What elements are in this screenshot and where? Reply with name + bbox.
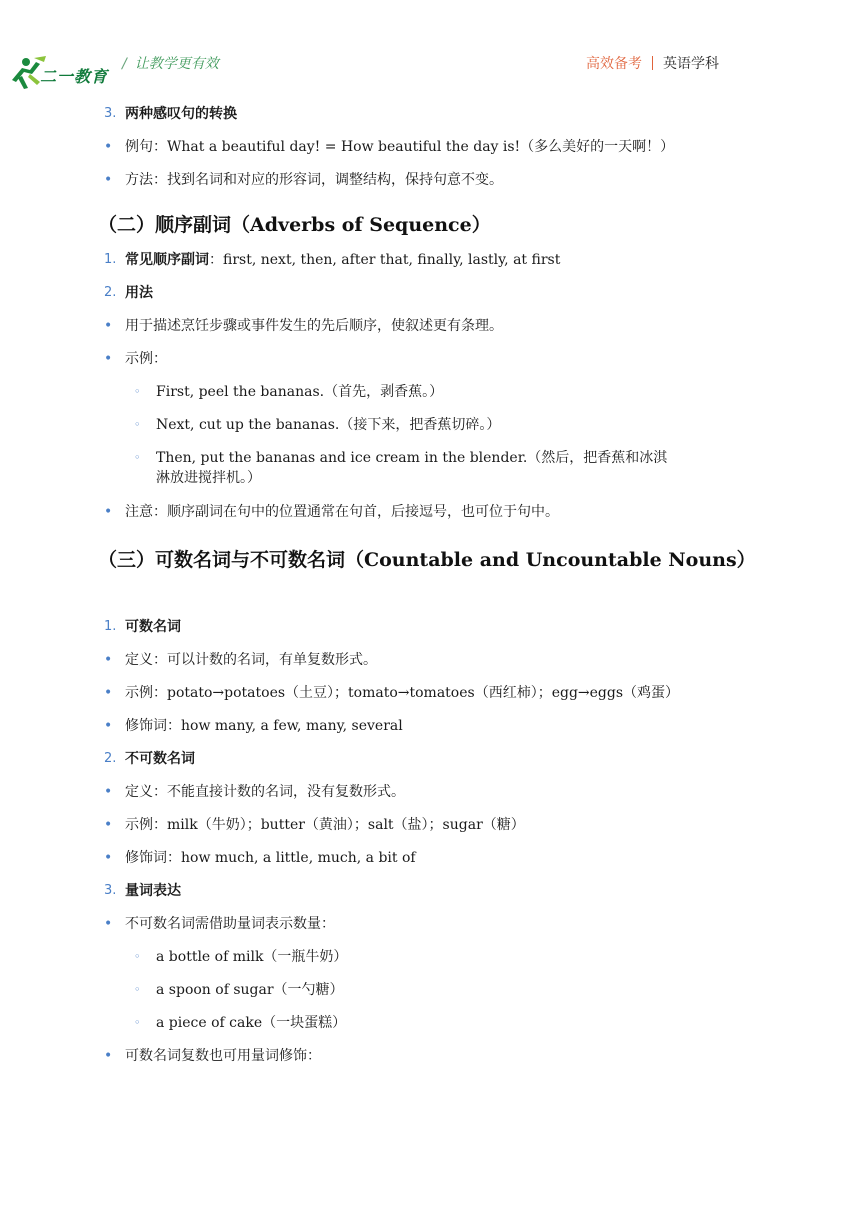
document-body — [98, 104, 764, 1066]
list-item: • 可数名词复数也可用量词修饰： — [104, 1048, 321, 1064]
sub-list-item: ◦ First, peel the bananas.（首先，剥香蕉。） — [134, 384, 444, 400]
header-divider — [652, 56, 653, 70]
sub-list-item: ◦ Next, cut up the bananas.（接下来，把香蕉切碎。） — [134, 417, 501, 433]
list-item: • 定义：可以计数的名词，有单复数形式。 — [104, 652, 377, 668]
list-item: • 注意：顺序副词在句中的位置通常在句首，后接逗号，也可位于句中。 — [104, 504, 559, 520]
logo-text: 二一教育 — [40, 67, 109, 86]
sub-list-item: ◦ a spoon of sugar（一勺糖） — [134, 982, 344, 998]
list-item: • 修饰词：how many, a few, many, several — [104, 718, 403, 734]
section-heading: （二）顺序副词（Adverbs of Sequence） — [98, 214, 491, 236]
list-item: 2. 不可数名词 — [104, 751, 195, 767]
header-subject — [586, 53, 719, 73]
list-item: 2. 用法 — [104, 285, 153, 301]
list-item: • 示例：potato→potatoes（土豆）；tomato→tomatoes（西红柿）；egg→eggs（鸡蛋） — [104, 685, 680, 701]
sub-list-item: ◦ Then, put the bananas and ice cream in the blender.（然后，把香蕉和冰淇淋放进搅拌机。） — [134, 450, 668, 486]
list-item: • 例句：What a beautiful day! = How beautiful the day is!（多么美好的一天啊！） — [104, 139, 675, 155]
list-item: • 示例：milk（牛奶）；butter（黄油）；salt（盐）；sugar（糖） — [104, 817, 525, 833]
list-item: 3. 量词表达 — [104, 883, 181, 899]
header-slogan: / 让教学更有效 — [122, 56, 219, 72]
header-subject-name: 英语学科 — [663, 56, 719, 72]
list-item: • 示例： — [104, 351, 167, 367]
list-item: 3. 两种感叹句的转换 — [104, 106, 237, 122]
list-item: • 用于描述烹饪步骤或事件发生的先后顺序，使叙述更有条理。 — [104, 318, 503, 334]
section-heading: （三）可数名词与不可数名词（Countable and Uncountable Nouns） — [98, 549, 756, 571]
page-header — [0, 0, 860, 100]
list-item: 1. 常见顺序副词：first, next, then, after that, finally, lastly, at first — [104, 252, 561, 268]
header-tag: 高效备考 — [586, 56, 642, 72]
sub-list-item: ◦ a bottle of milk（一瓶牛奶） — [134, 949, 348, 965]
sub-list-item: ◦ a piece of cake（一块蛋糕） — [134, 1015, 347, 1031]
list-item: • 不可数名词需借助量词表示数量： — [104, 916, 335, 932]
list-item: • 定义：不能直接计数的名词，没有复数形式。 — [104, 784, 405, 800]
list-item: • 方法：找到名词和对应的形容词，调整结构，保持句意不变。 — [104, 172, 503, 188]
list-item: • 修饰词：how much, a little, much, a bit of — [104, 850, 416, 866]
list-item: 1. 可数名词 — [104, 619, 181, 635]
